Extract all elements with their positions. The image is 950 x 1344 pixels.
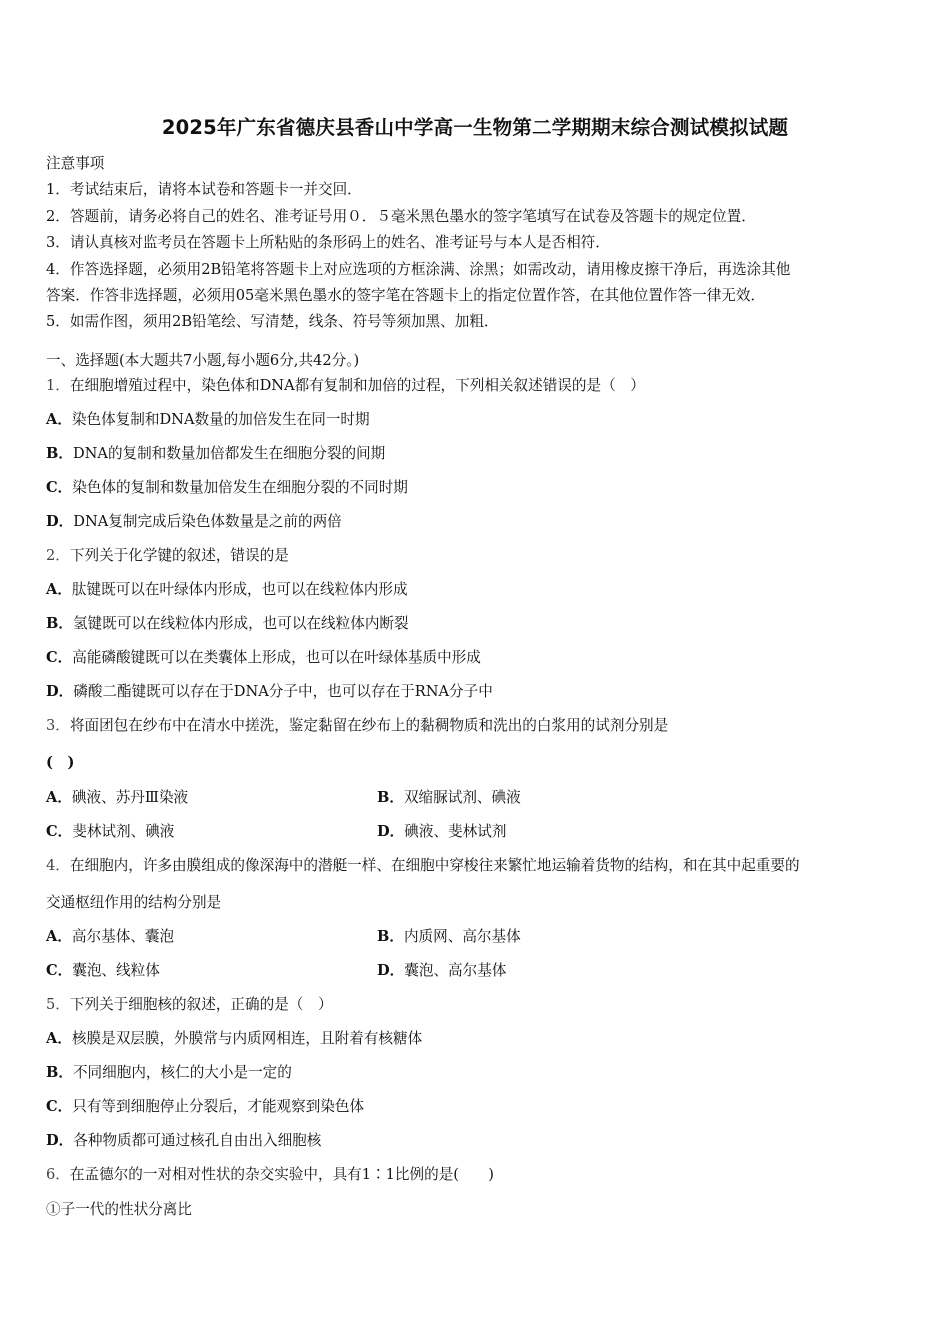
question-4-continued: 交通枢纽作用的结构分别是 [46,894,222,911]
question-text: 在细胞增殖过程中，染色体和DNA都有复制和加倍的过程，下列相关叙述错误的是（ ） [69,377,645,394]
option-d [46,511,342,533]
option-c [46,477,408,499]
option-letter: A． [46,928,72,945]
option-letter: A． [46,1030,72,1047]
option-text: 磷酸二酯键既可以存在于DNA分子中，也可以存在于RNA分子中 [73,683,493,700]
option-letter: C． [46,649,73,666]
option-text: DNA的复制和数量加倍都发生在细胞分裂的间期 [72,445,386,462]
notice-item: 4．作答选择题，必须用2B铅笔将答题卡上对应选项的方框涂满、涂黑；如需改动，请用橡皮擦干净后，再选涂其他 [46,260,791,278]
question-6 [46,1164,916,1186]
option-a [46,579,408,601]
option-text: 只有等到细胞停止分裂后，才能观察到染色体 [72,1098,365,1115]
option-d [46,681,493,703]
option-text: 囊泡、线粒体 [72,962,160,979]
option-b [46,613,409,635]
option-text: 斐林试剂、碘液 [72,823,175,840]
option-letter: D． [377,962,405,979]
option-text: 核膜是双层膜，外膜常与内质网相连，且附着有核糖体 [71,1030,423,1047]
option-letter: B． [377,928,404,945]
question-text: 在孟德尔的一对相对性状的杂交实验中，具有1∶1比例的是( ) [69,1166,494,1183]
question-number: 2． [46,547,70,564]
option-letter: A． [46,789,72,806]
question-text: 将面团包在纱布中在清水中搓洗，鉴定黏留在纱布上的黏稠物质和洗出的白浆用的试剂分别是 [69,717,669,734]
option-c [46,821,174,843]
option-text: 双缩脲试剂、碘液 [403,789,521,806]
notice-item: 1．考试结束后，请将本试卷和答题卡一并交回． [46,181,362,199]
question-text: 下列关于化学键的叙述，错误的是 [69,547,289,564]
option-letter: A． [46,581,72,598]
option-letter: C． [46,962,73,979]
option-letter: B． [46,1064,73,1081]
option-b [46,443,385,465]
question-2 [46,545,916,567]
option-letter: A． [46,411,72,428]
question-number: 4． [46,857,70,874]
option-a [46,1028,422,1050]
option-c [46,960,160,982]
notice-block [46,151,908,336]
option-d [46,1130,321,1152]
option-c [46,647,481,669]
section-heading: 一、选择题(本大题共7小题,每小题6分,共42分。) [46,352,360,369]
option-d [377,960,506,982]
notice-item: 5．如需作图，须用2B铅笔绘、写清楚，线条、符号等须加黑、加粗． [46,313,499,331]
answer-paren: ( ) [46,754,75,771]
option-letter: B． [46,445,73,462]
option-text: 氢键既可以在线粒体内形成，也可以在线粒体内断裂 [72,615,409,632]
option-letter: D． [377,823,405,840]
notice-heading: 注意事项 [46,155,105,172]
option-text: 不同细胞内，核仁的大小是一定的 [72,1064,292,1081]
question-text: 下列关于细胞核的叙述，正确的是（ ） [69,996,333,1013]
option-letter: D． [46,683,74,700]
option-text: 染色体复制和DNA数量的加倍发生在同一时期 [71,411,370,428]
question-number: 5． [46,996,70,1013]
page-title: 2025年广东省德庆县香山中学高一生物第二学期期末综合测试模拟试题 [161,116,789,139]
option-c [46,1096,364,1118]
question-3 [46,715,916,737]
question-text: 在细胞内，许多由膜组成的像深海中的潜艇一样、在细胞中穿梭往来繁忙地运输着货物的结构，和在其中起重要的 [69,857,800,874]
option-text: 高尔基体、囊泡 [71,928,175,945]
option-d [377,821,506,843]
question-number: 3． [46,717,70,734]
option-b [46,1062,292,1084]
option-text: 高能磷酸键既可以在类囊体上形成，也可以在叶绿体基质中形成 [72,649,481,666]
notice-item: 2．答题前，请务必将自己的姓名、准考证号用０．５毫米黑色墨水的签字笔填写在试卷及答题卡的规定位置． [46,207,756,225]
option-text: 肽键既可以在叶绿体内形成，也可以在线粒体内形成 [71,581,408,598]
option-letter: D． [46,513,74,530]
question-number: 6． [46,1166,70,1183]
question-4 [46,855,916,877]
option-text: 囊泡、高尔基体 [404,962,507,979]
option-text: 染色体的复制和数量加倍发生在细胞分裂的不同时期 [72,479,408,496]
option-text: 碘液、斐林试剂 [404,823,507,840]
option-a [46,409,370,431]
option-letter: D． [46,1132,74,1149]
statement-item: ①子一代的性状分离比 [46,1201,192,1218]
option-text: 内质网、高尔基体 [403,928,521,945]
option-text: 碘液、苏丹Ⅲ染液 [71,789,189,806]
option-text: DNA复制完成后染色体数量是之前的两倍 [73,513,342,530]
option-text: 各种物质都可通过核孔自由出入细胞核 [73,1132,322,1149]
option-letter: C． [46,479,73,496]
question-1 [46,375,916,397]
option-a [46,926,174,948]
option-b [377,787,521,809]
option-letter: C． [46,823,73,840]
question-number: 1． [46,377,70,394]
option-b [377,926,521,948]
notice-item: 3．请认真核对监考员在答题卡上所粘贴的条形码上的姓名、准考证号与本人是否相符． [46,234,610,252]
option-letter: B． [377,789,404,806]
option-letter: B． [46,615,73,632]
question-5 [46,994,916,1016]
option-a [46,787,188,809]
option-letter: C． [46,1098,73,1115]
notice-item: 答案．作答非选择题，必须用05毫米黑色墨水的签字笔在答题卡上的指定位置作答，在其他位置作答一律无效． [46,287,766,305]
